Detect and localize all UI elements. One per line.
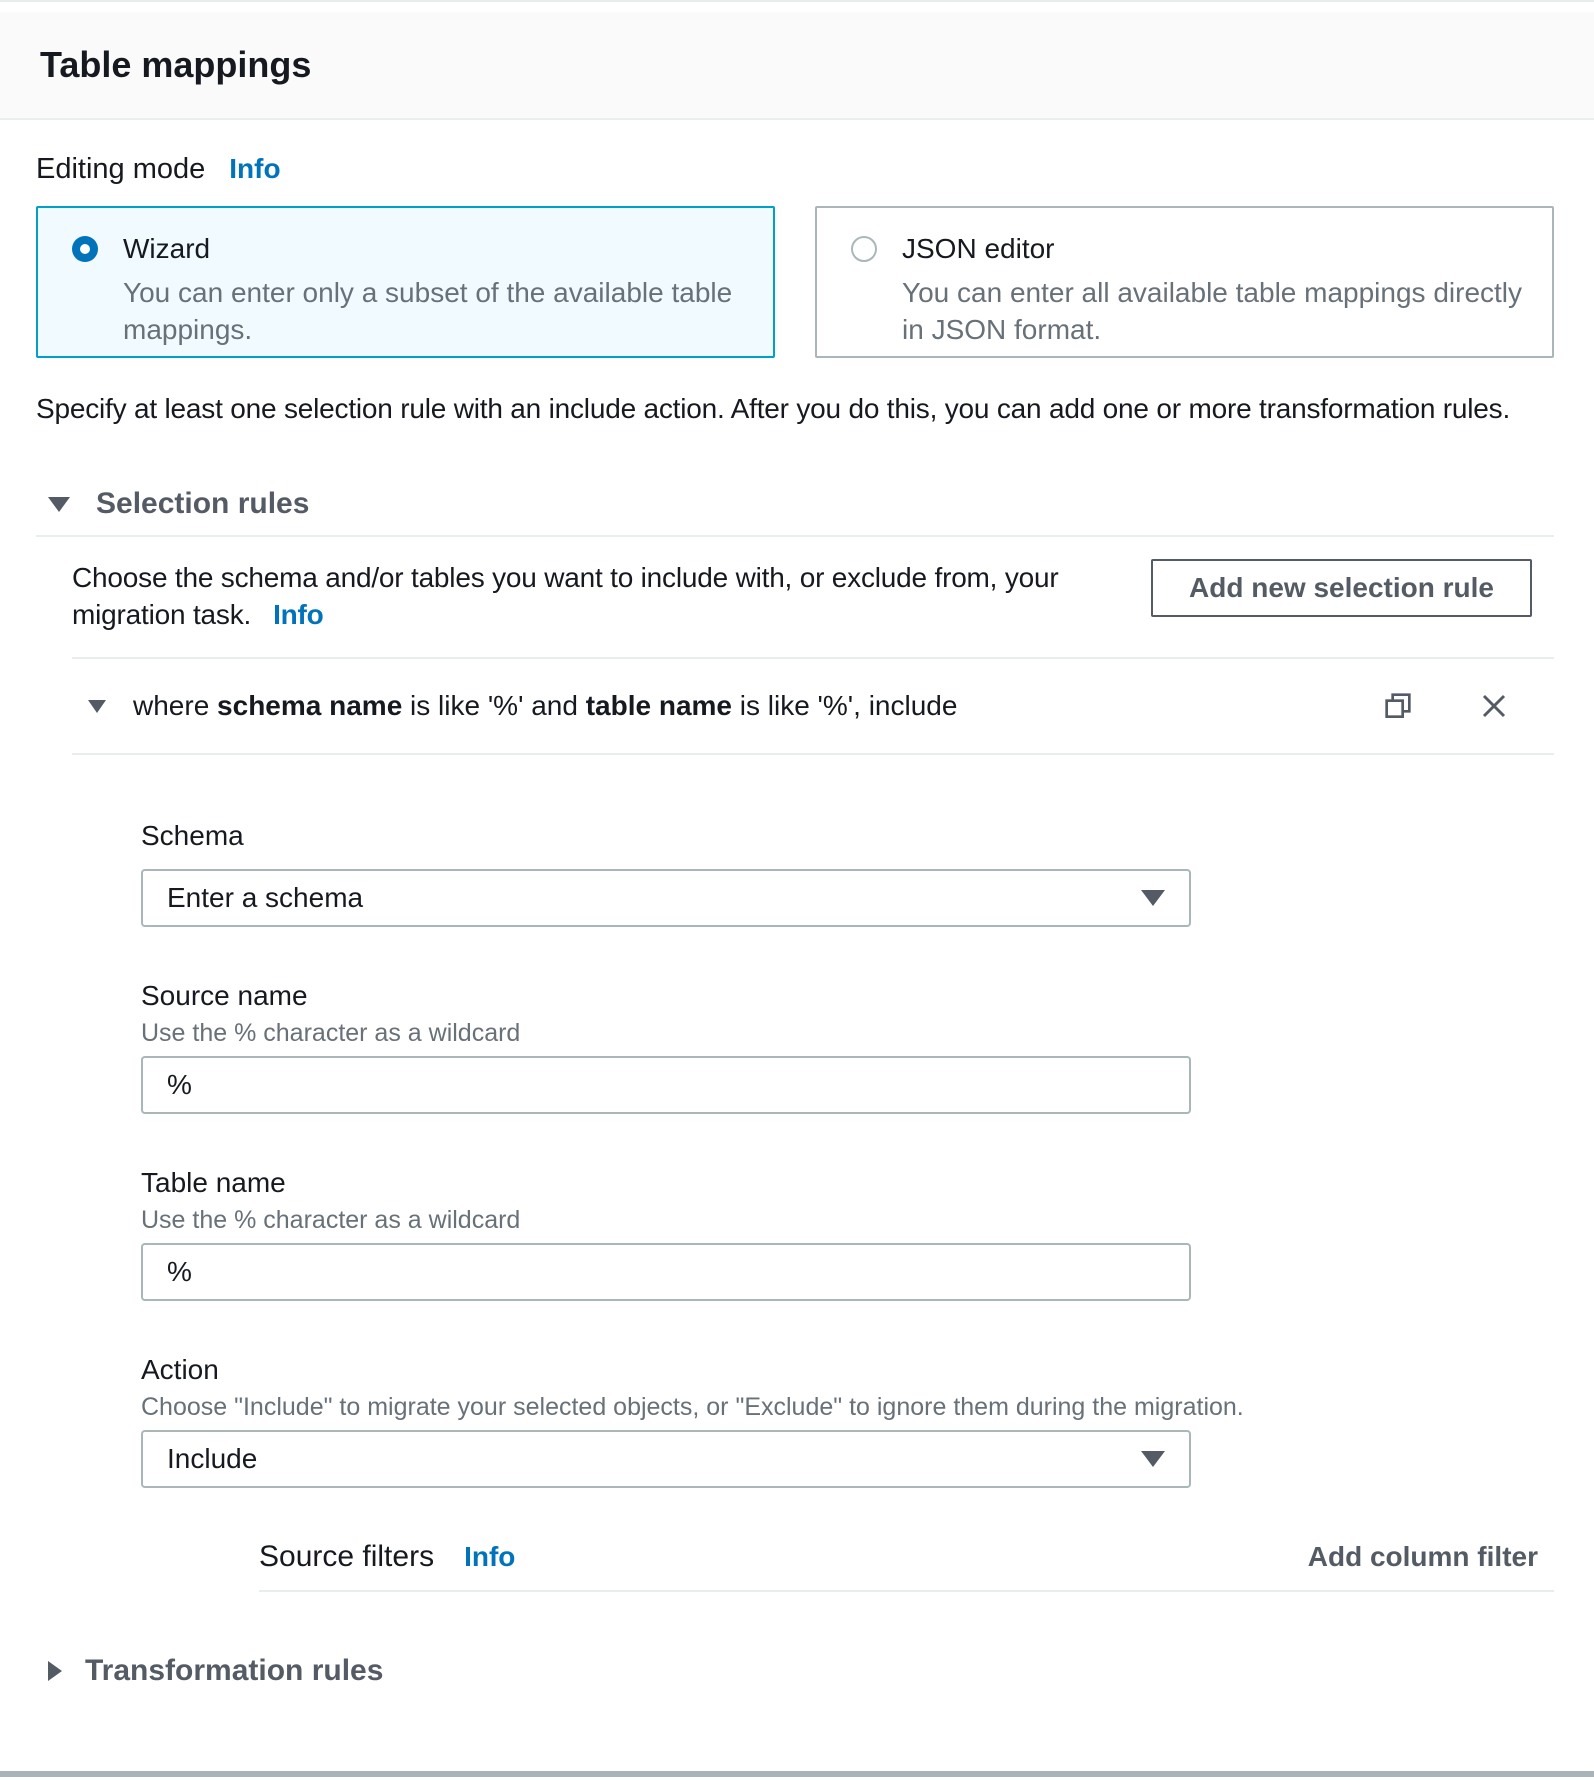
rule-header-row (72, 659, 1554, 753)
table-name-label: Table name (141, 1167, 286, 1198)
source-filters-title: Source filters (259, 1540, 435, 1573)
table-name-input[interactable] (141, 1243, 1191, 1301)
option-card-wizard-top (72, 233, 759, 265)
source-name-input[interactable] (141, 1056, 1191, 1114)
transformation-rules-section-header[interactable] (36, 1654, 1554, 1688)
transformation-rules-caret-right-icon (48, 1661, 62, 1681)
rule-summary-suffix: is like '%', include (731, 690, 958, 721)
selection-rules-caret-down-icon (48, 497, 70, 512)
editing-mode-row (36, 152, 1554, 186)
wizard-option-label: Wizard (123, 233, 211, 264)
transformation-rules-title: Transformation rules (85, 1654, 384, 1687)
editing-mode-options (36, 206, 1554, 358)
source-name-label: Source name (141, 980, 308, 1011)
source-name-hint: Use the % character as a wildcard (141, 1019, 521, 1047)
rule-body (36, 819, 1554, 1592)
rule-summary (133, 689, 1382, 723)
option-card-json-editor[interactable] (815, 206, 1554, 358)
selection-rules-toolbar (72, 559, 1554, 633)
rule-summary-mid: is like '%' and (402, 690, 586, 721)
add-selection-rule-button[interactable]: Add new selection rule (1151, 559, 1532, 617)
selection-rules-section-header[interactable] (36, 487, 1554, 521)
action-select[interactable] (141, 1430, 1191, 1488)
page-top-border (0, 0, 1594, 2)
source-filters-divider (259, 1590, 1554, 1592)
source-filters-row (259, 1540, 1554, 1574)
editing-mode-info-link[interactable]: Info (229, 153, 281, 184)
bottom-panel-edge (0, 1771, 1594, 1777)
panel-header (0, 12, 1594, 120)
json-editor-option-description: You can enter all available table mappings directly in JSON format. (902, 277, 1523, 345)
intro-text: Specify at least one selection rule with an include action. After you do this, you can add one or more transformation rules. (36, 393, 1511, 424)
option-card-wizard[interactable] (36, 206, 775, 358)
json-editor-option-label: JSON editor (902, 233, 1055, 264)
action-label: Action (141, 1354, 219, 1385)
action-select-value: Include (167, 1443, 258, 1474)
selection-rules-divider (36, 535, 1554, 537)
rule-summary-prefix: where (133, 690, 218, 721)
action-hint: Choose "Include" to migrate your selected objects, or "Exclude" to ignore them during the migration. (141, 1393, 1244, 1421)
selection-rules-description-text: Choose the schema and/or tables you want to include with, or exclude from, your migration task. (72, 562, 1059, 630)
rule-header-divider (72, 753, 1554, 755)
panel-content (0, 152, 1594, 1688)
schema-select-caret-icon (1141, 890, 1165, 906)
json-editor-radio-button[interactable] (851, 236, 877, 262)
schema-select-value: Enter a schema (167, 882, 364, 913)
selection-rules-title: Selection rules (96, 487, 310, 520)
remove-rule-close-icon[interactable] (1478, 690, 1510, 722)
duplicate-rule-icon[interactable] (1382, 690, 1414, 722)
rule-summary-schema-field: schema name (217, 690, 403, 721)
schema-select[interactable] (141, 869, 1191, 927)
selection-rules-info-link[interactable]: Info (273, 599, 324, 630)
add-column-filter-button[interactable]: Add column filter (1307, 1541, 1538, 1572)
editing-mode-label: Editing mode (36, 153, 206, 185)
rule-actions (1382, 690, 1510, 722)
wizard-option-description: You can enter only a subset of the available table mappings. (123, 277, 733, 345)
rule-expand-caret-icon[interactable] (88, 700, 106, 713)
table-name-hint: Use the % character as a wildcard (141, 1206, 521, 1234)
rule-summary-table-field: table name (585, 690, 732, 721)
page-title: Table mappings (40, 44, 312, 85)
option-card-json-editor-top (851, 233, 1538, 265)
selection-rules-description (72, 559, 1112, 633)
source-filters-info-link[interactable]: Info (464, 1541, 516, 1572)
schema-label: Schema (141, 820, 244, 851)
wizard-radio-button[interactable] (72, 236, 98, 262)
action-select-caret-icon (1141, 1451, 1165, 1467)
